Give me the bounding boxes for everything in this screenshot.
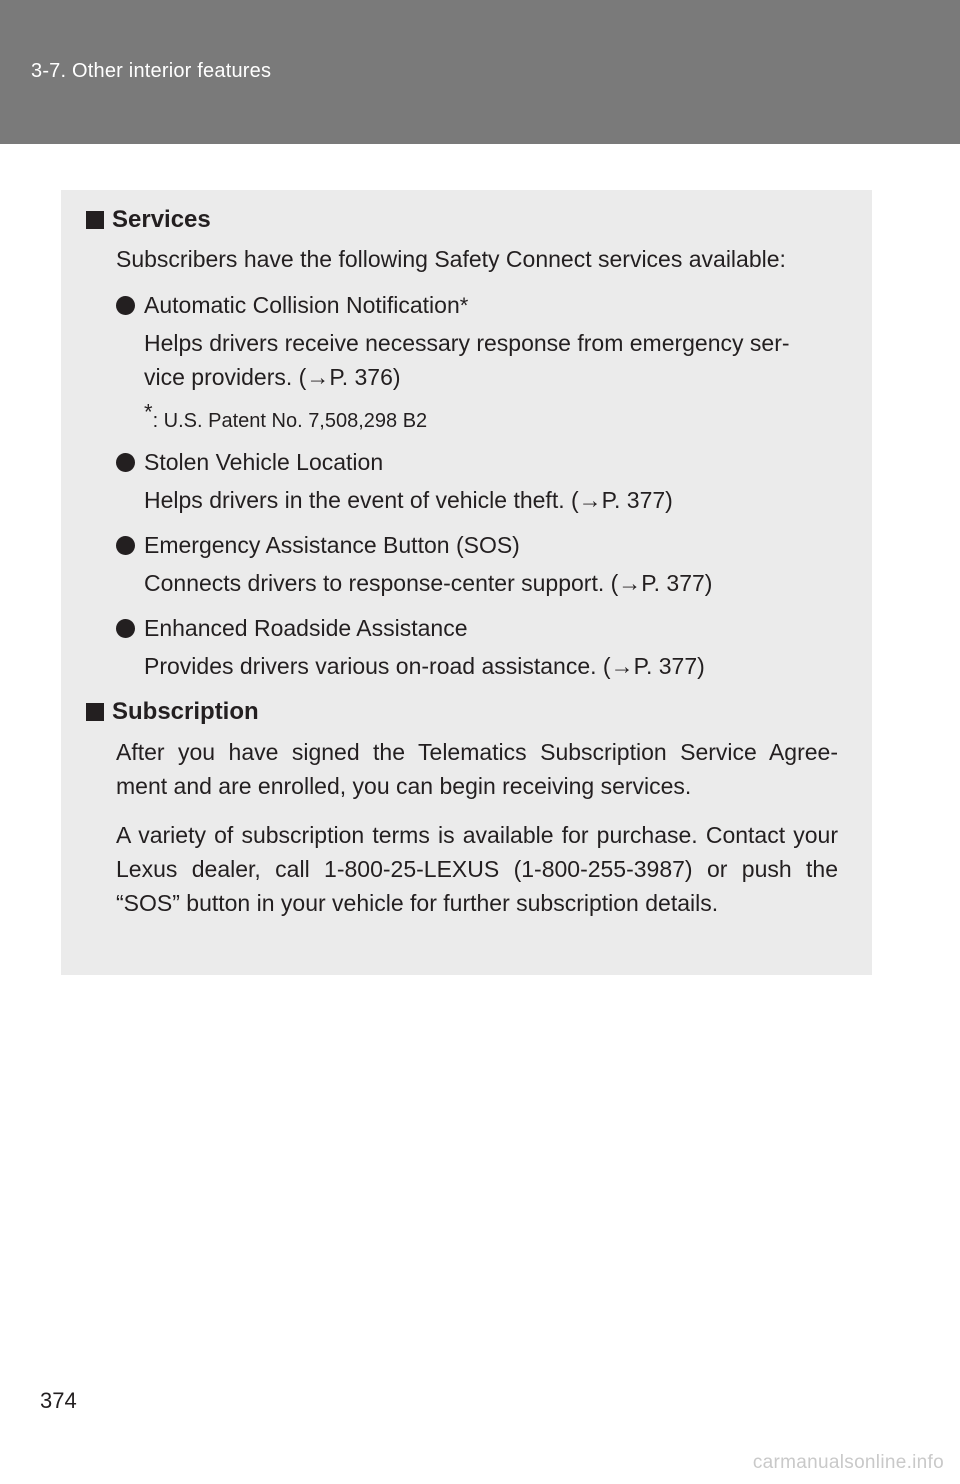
watermark: carmanualsonline.info <box>752 1452 944 1473</box>
services-heading-text: Services <box>112 206 211 233</box>
service-item-title: Enhanced Roadside Assistance <box>144 615 468 641</box>
service-item-description: Helps drivers in the event of vehicle theft. (→P. 377) <box>144 487 673 513</box>
subscription-heading <box>86 698 259 726</box>
info-panel <box>61 190 872 975</box>
service-item-title: Emergency Assistance Button (SOS) <box>144 532 520 558</box>
services-intro: Subscribers have the following Safety Connect services available: <box>116 246 786 272</box>
patent-footnote <box>144 399 428 433</box>
service-item-description: Connects drivers to response-center support. (→P. 377) <box>144 570 713 596</box>
service-item-description: vice providers. (→P. 376) <box>144 364 401 390</box>
service-item-title: Automatic Collision Notification <box>144 292 460 318</box>
service-item-collision-notification: Automatic Collision Notification * <box>116 292 468 319</box>
service-item-description: Provides drivers various on-road assistance. (→P. 377) <box>144 653 705 679</box>
footnote-marker: * <box>144 399 153 425</box>
bullet-dot-icon <box>116 619 135 638</box>
page-header <box>0 0 960 144</box>
subscription-heading-text: Subscription <box>112 698 259 725</box>
subscription-paragraph-enrollment: After you have signed the Telematics Subscription Service Agree- ment and are enrolled, you can begin receiving services. <box>116 739 838 799</box>
square-bullet-icon <box>86 703 104 721</box>
subscription-paragraph-contact: A variety of subscription terms is available for purchase. Contact your Lexus dealer, call 1-800-25-LEXUS (1-800-255-3987) or push the “SOS” button in your vehicle for further subscription details. <box>116 822 838 916</box>
square-bullet-icon <box>86 211 104 229</box>
services-heading <box>86 206 211 234</box>
bullet-dot-icon <box>116 453 135 472</box>
service-item-title: Stolen Vehicle Location <box>144 449 384 475</box>
page-number: 374 <box>40 1388 77 1413</box>
footnote-text: : U.S. Patent No. 7,508,298 B2 <box>152 410 428 432</box>
service-item-description: Helps drivers receive necessary response from emergency ser- <box>144 330 790 356</box>
service-item-emergency-assistance <box>116 532 520 559</box>
service-item-roadside-assistance <box>116 615 468 642</box>
section-title: 3-7. Other interior features <box>31 60 272 82</box>
bullet-dot-icon <box>116 536 135 555</box>
service-item-stolen-vehicle <box>116 449 383 476</box>
bullet-dot-icon <box>116 296 135 315</box>
